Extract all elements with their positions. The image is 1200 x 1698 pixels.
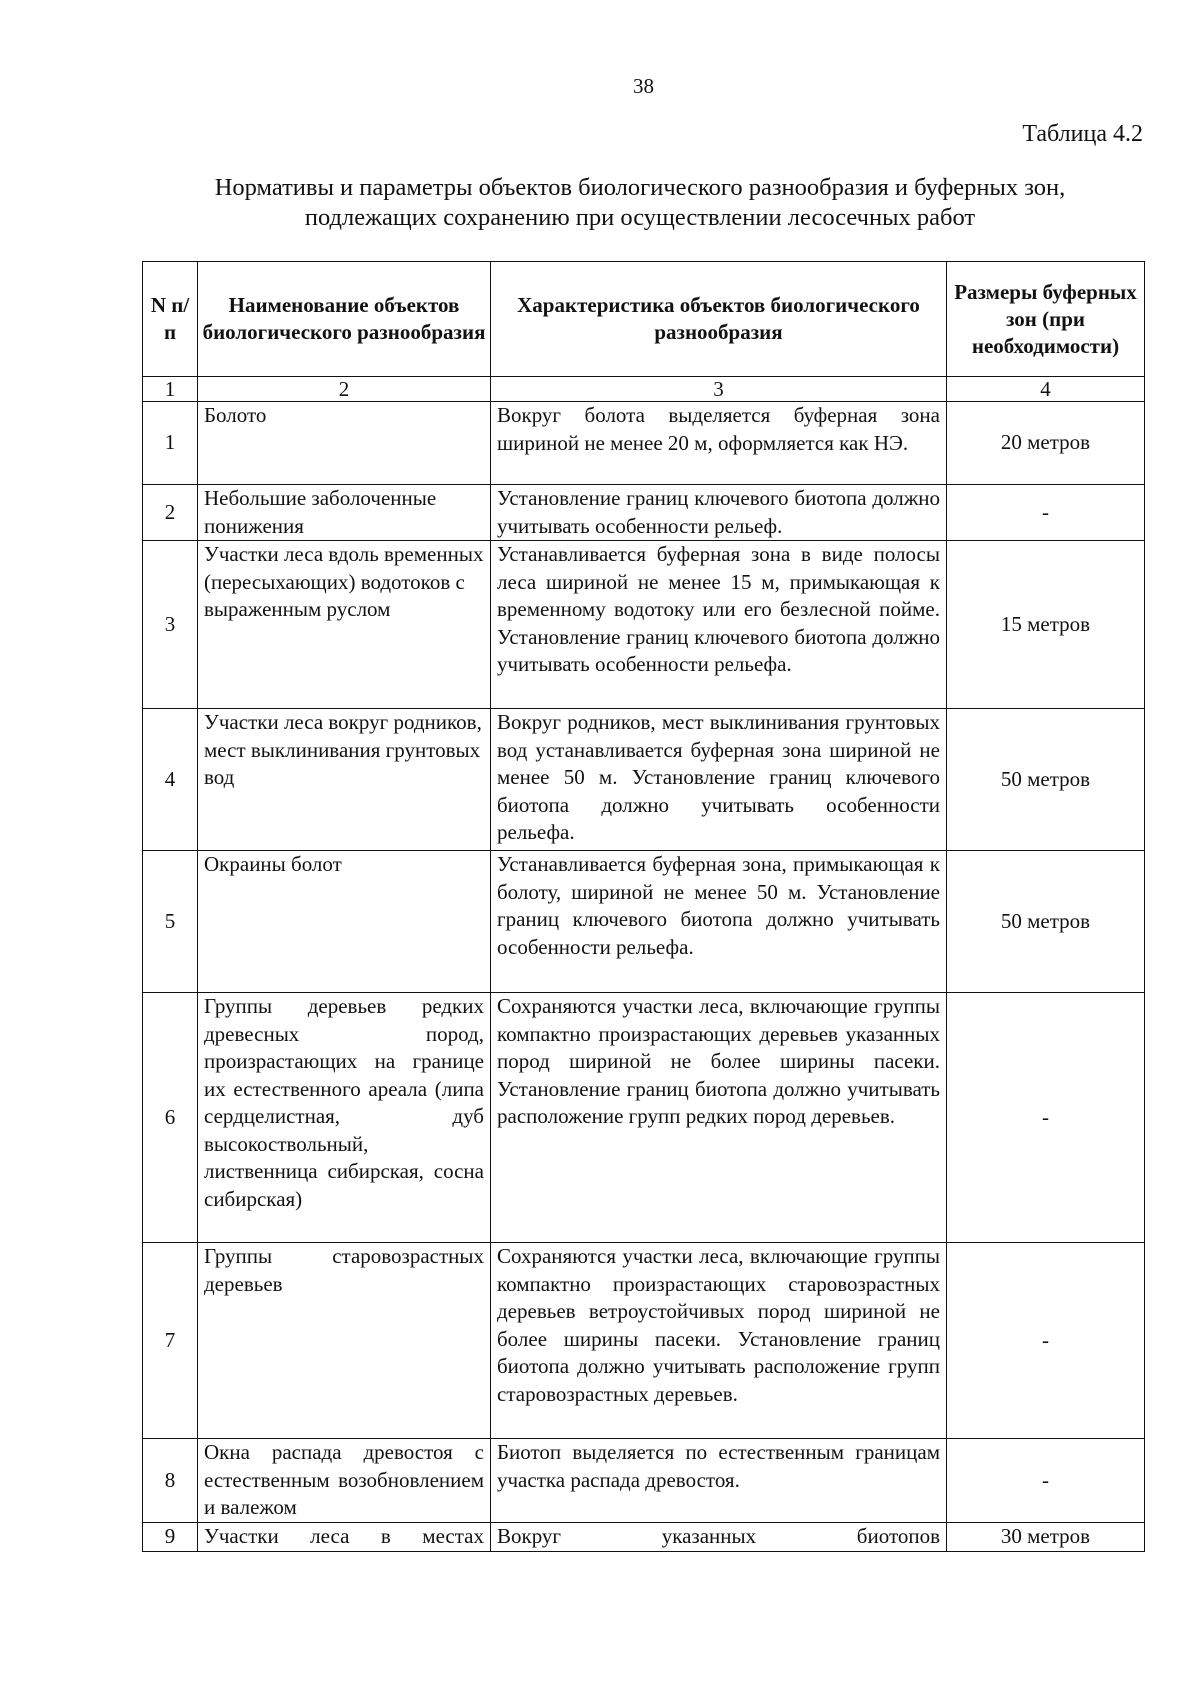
- buffer-size: -: [947, 1243, 1145, 1439]
- header-buffer: Размеры буферных зон (при необходимости): [947, 262, 1145, 377]
- column-number: 2: [198, 377, 491, 402]
- object-name: Группы старовозрастных деревьев: [198, 1243, 491, 1439]
- table-row: [143, 1523, 1145, 1552]
- row-number: 8: [143, 1439, 198, 1523]
- title-line-2: подлежащих сохранению при осуществлении лесосечных работ: [304, 204, 976, 231]
- object-name: Окраины болот: [198, 851, 491, 993]
- row-number: 5: [143, 851, 198, 993]
- column-number: 1: [143, 377, 198, 402]
- row-number: 1: [143, 402, 198, 485]
- object-characteristic: Сохраняются участки леса, включающие группы компактно произрастающих старовозрастных деревьев ветроустойчивых пород шириной не более ширины пасеки. Установление границ биотопа должно учитывать расположение групп старовозрастных деревьев.: [491, 1243, 947, 1439]
- column-number: 3: [491, 377, 947, 402]
- row-number: 4: [143, 709, 198, 851]
- object-name: Участки леса вдоль временных (пересыхающих) водотоков с выраженным руслом: [198, 541, 491, 709]
- row-number: 2: [143, 485, 198, 541]
- header-name: Наименование объектов биологического разнообразия: [198, 262, 491, 377]
- object-characteristic: Устанавливается буферная зона в виде полосы леса шириной не менее 15 м, примыкающая к временному водотоку или его безлесной пойме. Установление границ ключевого биотопа должно учитывать особенности рельефа.: [491, 541, 947, 709]
- object-characteristic: Вокруг родников, мест выклинивания грунтовых вод устанавливается буферная зона шириной не менее 50 м. Установление границ ключевого биотопа должно учитывать особенности рельефа.: [491, 709, 947, 851]
- table-row: [143, 485, 1145, 541]
- table-label: Таблица 4.2: [1022, 121, 1143, 147]
- buffer-size: -: [947, 993, 1145, 1243]
- object-name: Группы деревьев редких древесных пород, произрастающих на границе их естественного ареала (липа сердцелистная, дуб высокоствольный, лиственница сибирская, сосна сибирская): [198, 993, 491, 1243]
- column-number: 4: [947, 377, 1145, 402]
- object-characteristic: Вокруг указанных биотопов: [491, 1523, 947, 1552]
- header-characteristic: Характеристика объектов биологического разнообразия: [491, 262, 947, 377]
- object-name: Участки леса в местах: [198, 1523, 491, 1552]
- header-row: [143, 262, 1145, 377]
- row-number: 9: [143, 1523, 198, 1552]
- object-name: Окна распада древостоя с естественным возобновлением и валежом: [198, 1439, 491, 1523]
- object-name: Участки леса вокруг родников, мест выклинивания грунтовых вод: [198, 709, 491, 851]
- table-row: [143, 402, 1145, 485]
- object-characteristic: Биотоп выделяется по естественным границам участка распада древостоя.: [491, 1439, 947, 1523]
- title-line-1: Нормативы и параметры объектов биологического разнообразия и буферных зон,: [214, 174, 1066, 201]
- document-title: [140, 173, 1140, 233]
- object-name: Небольшие заболоченные понижения: [198, 485, 491, 541]
- buffer-size: 30 метров: [947, 1523, 1145, 1552]
- buffer-size: 50 метров: [947, 709, 1145, 851]
- buffer-size: -: [947, 485, 1145, 541]
- row-number: 7: [143, 1243, 198, 1439]
- row-number: 3: [143, 541, 198, 709]
- row-number: 6: [143, 993, 198, 1243]
- table-row: [143, 541, 1145, 709]
- table-row: [143, 851, 1145, 993]
- object-characteristic: Сохраняются участки леса, включающие группы компактно произрастающих деревьев указанных пород шириной не более ширины пасеки. Установление границ биотопа должно учитывать расположение групп редких пород деревьев.: [491, 993, 947, 1243]
- biodiversity-table: [142, 261, 1145, 1552]
- object-characteristic: Устанавливается буферная зона, примыкающая к болоту, шириной не менее 50 м. Установление границ ключевого биотопа должно учитывать особенности рельефа.: [491, 851, 947, 993]
- table-row: [143, 993, 1145, 1243]
- buffer-size: 50 метров: [947, 851, 1145, 993]
- object-characteristic: Вокруг болота выделяется буферная зона шириной не менее 20 м, оформляется как НЭ.: [491, 402, 947, 485]
- page-number: 38: [633, 74, 654, 98]
- object-name: Болото: [198, 402, 491, 485]
- buffer-size: -: [947, 1439, 1145, 1523]
- table-row: [143, 1439, 1145, 1523]
- table-row: [143, 709, 1145, 851]
- table-row: [143, 1243, 1145, 1439]
- buffer-size: 15 метров: [947, 541, 1145, 709]
- object-characteristic: Установление границ ключевого биотопа должно учитывать особенности рельеф.: [491, 485, 947, 541]
- header-n: N п/п: [143, 262, 198, 377]
- buffer-size: 20 метров: [947, 402, 1145, 485]
- column-number-row: [143, 377, 1145, 402]
